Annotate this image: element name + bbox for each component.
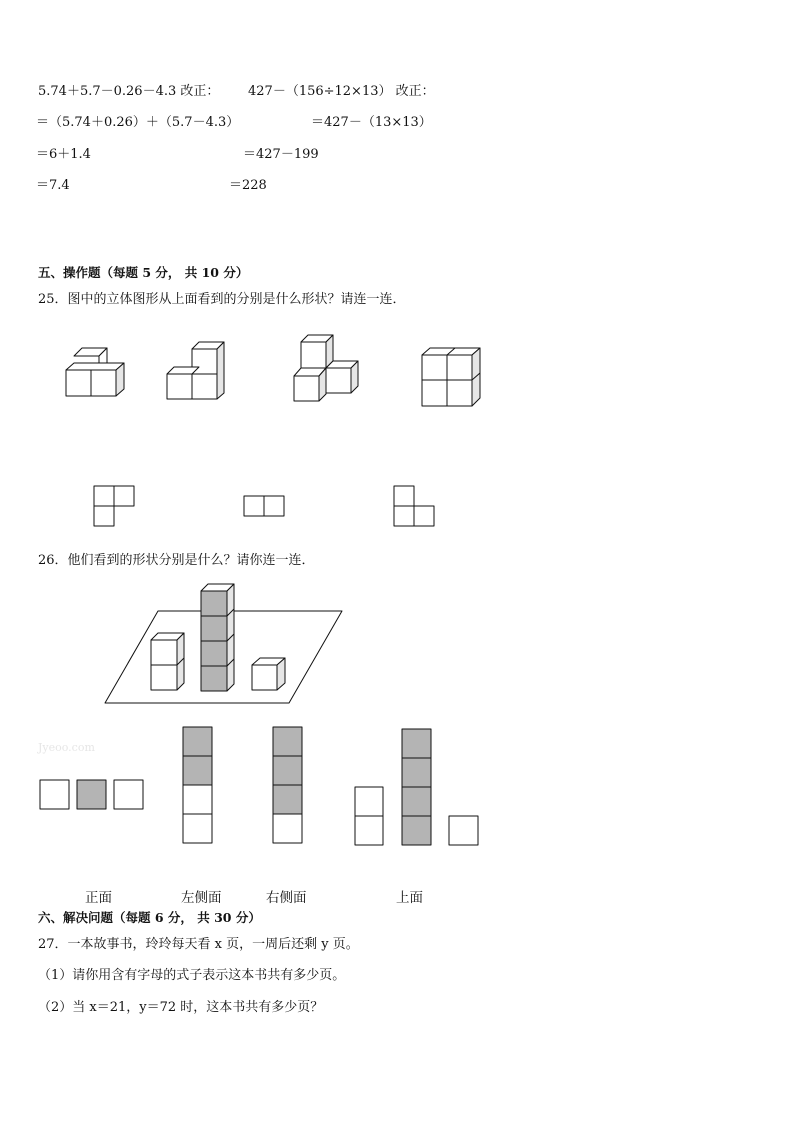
label-front: 正面 bbox=[85, 890, 112, 906]
question-27-part2: （2）当 x＝21，y＝72 时，这本书共有多少页？ bbox=[38, 1000, 324, 1015]
section6-heading: 六、解决问题（每题 6 分， 共 30 分） bbox=[38, 910, 261, 925]
question-26: 26．他们看到的形状分别是什么？请你连一连． bbox=[38, 553, 315, 568]
correction-right-line4: ＝228 bbox=[229, 178, 267, 193]
single-cube bbox=[252, 658, 285, 690]
top-view-option-1 bbox=[94, 486, 134, 526]
correction-right-line3: ＝427－199 bbox=[243, 147, 319, 162]
solid-figure-3 bbox=[294, 335, 358, 401]
correction-left-line1: 5.74＋5.7－0.26－4.3 改正： bbox=[38, 84, 220, 99]
correction-left-line3: ＝6＋1.4 bbox=[36, 147, 91, 162]
top-view-option-2 bbox=[244, 496, 284, 516]
gray-cube-stack bbox=[201, 584, 234, 691]
question-27: 27．一本故事书，玲玲每天看 x 页，一周后还剩 y 页。 bbox=[38, 937, 359, 952]
label-right-side: 右侧面 bbox=[266, 890, 307, 906]
watermark: Jyeoo.com bbox=[38, 741, 95, 754]
view-option-front bbox=[40, 780, 143, 809]
question-25: 25．图中的立体图形从上面看到的分别是什么形状？请连一连． bbox=[38, 292, 406, 307]
label-top: 上面 bbox=[396, 890, 423, 906]
top-view-option-3 bbox=[394, 486, 434, 526]
label-left-side: 左侧面 bbox=[181, 890, 222, 906]
solid-figure-4 bbox=[422, 348, 480, 406]
section5-heading: 五、操作题（每题 5 分， 共 10 分） bbox=[38, 265, 249, 280]
white-cube-stack bbox=[151, 633, 184, 690]
correction-right-line1: 427－（156÷12×13） 改正： bbox=[248, 84, 435, 99]
correction-right-line2: ＝427－（13×13） bbox=[311, 115, 432, 130]
view-option-top bbox=[355, 729, 478, 845]
solid-figure-1 bbox=[66, 348, 124, 396]
question-27-part1: （1）请你用含有字母的式子表示这本书共有多少页。 bbox=[38, 968, 346, 983]
correction-left-line4: ＝7.4 bbox=[36, 178, 70, 193]
view-option-right-side bbox=[273, 727, 302, 843]
correction-left-line2: ＝（5.74＋0.26）＋（5.7－4.3） bbox=[36, 115, 240, 130]
view-option-left-side bbox=[183, 727, 212, 843]
solid-figure-2 bbox=[167, 342, 224, 399]
